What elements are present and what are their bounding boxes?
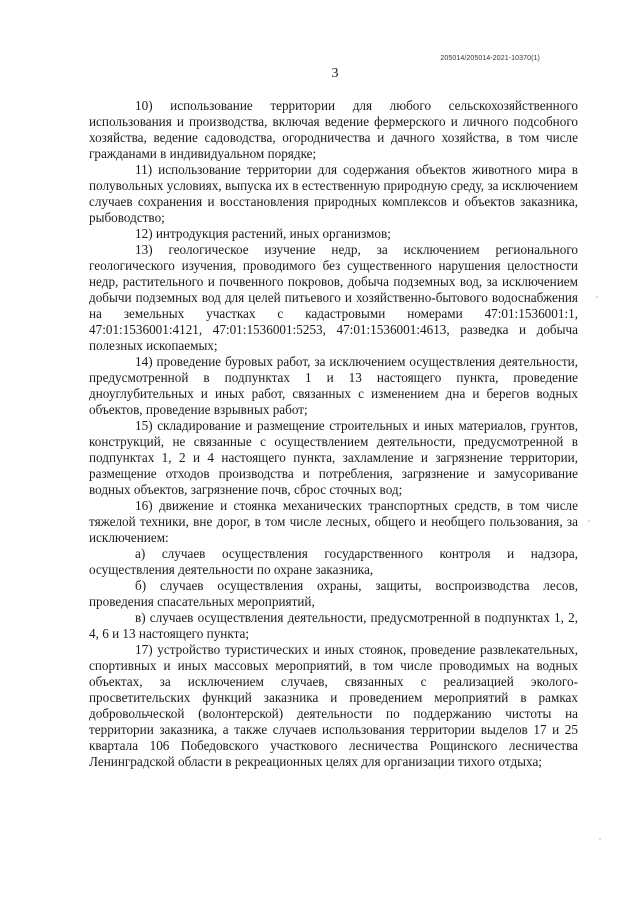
scan-speck xyxy=(596,296,598,298)
document-id: 205014/205014-2021-10370(1) xyxy=(440,55,540,62)
page-number: 3 xyxy=(331,66,339,81)
paragraph-item-16: 16) движение и стоянка механических транспортных средств, в том числе тяжелой техники, вне дорог, в том числе лесных, общего и необщего пользования, за исключением: xyxy=(89,498,578,545)
paragraph-item-14: 14) проведение буровых работ, за исключением осуществления деятельности, предусмотренной в подпунктах 1 и 13 настоящего пункта, проведение дноуглубительных и иных работ, связанных с изменением дна и берегов водных объектов, проведение взрывных работ; xyxy=(89,354,578,417)
subitem-a: а) случаев осуществления государственного контроля и надзора, осуществления деятельности по охране заказника, xyxy=(89,546,578,577)
paragraph-item-11: 11) использование территории для содержания объектов животного мира в полувольных условиях, выпуска их в естественную природную среду, за исключением случаев сохранения и восстановления природных комплексов и объектов заказника, рыбоводство; xyxy=(89,162,578,225)
subitem-v: в) случаев осуществления деятельности, предусмотренной в подпунктах 1, 2, 4, 6 и 13 настоящего пункта; xyxy=(89,610,578,641)
document-body xyxy=(89,98,578,770)
paragraph-item-17: 17) устройство туристических и иных стоянок, проведение развлекательных, спортивных и иных массовых мероприятий, в том числе проводимых на водных объектах, за исключением случаев, связанных с реализацией эколого-просветительских функций заказника и проведением мероприятий в рамках добровольческой (волонтерской) деятельности по поддержанию чистоты на территории заказника, а также случаев использования территории выделов 17 и 25 квартала 106 Победовского участкового лесничества Рощинского лесничества Ленинградской области в рекреационных целях для организации тихого отдыха; xyxy=(89,642,578,769)
subitem-b: б) случаев осуществления охраны, защиты, воспроизводства лесов, проведения спасательных мероприятий, xyxy=(89,578,578,609)
paragraph-item-10: 10) использование территории для любого сельскохозяйственного использования и производства, включая ведение фермерского и личного подсобного хозяйства, ведение садоводства, огородничества и дачного хозяйства, в том числе гражданами в индивидуальном порядке; xyxy=(89,98,578,161)
paragraph-item-13: 13) геологическое изучение недр, за исключением регионального геологического изучения, проводимого без существенного нарушения целостности недр, растительного и почвенного покровов, добыча подземных вод, за исключением добычи подземных вод для целей питьевого и хозяйственно-бытового водоснабжения на земельных участках с кадастровыми номерами 47:01:1536001:1, 47:01:1536001:4121, 47:01:1536001:5253, 47:01:1536001:4613, разведка и добыча полезных ископаемых; xyxy=(89,242,578,353)
scan-speck xyxy=(599,838,601,840)
paragraph-item-15: 15) складирование и размещение строительных и иных материалов, грунтов, конструкций, не связанные с осуществлением деятельности, предусмотренной в подпунктах 1, 2 и 4 настоящего пункта, захламление и загрязнение территории, размещение отходов производства и потребления, загрязнение и замусоривание водных объектов, загрязнение почв, сброс сточных вод; xyxy=(89,418,578,497)
scan-speck xyxy=(588,520,590,522)
paragraph-item-12: 12) интродукция растений, иных организмов; xyxy=(135,226,391,241)
